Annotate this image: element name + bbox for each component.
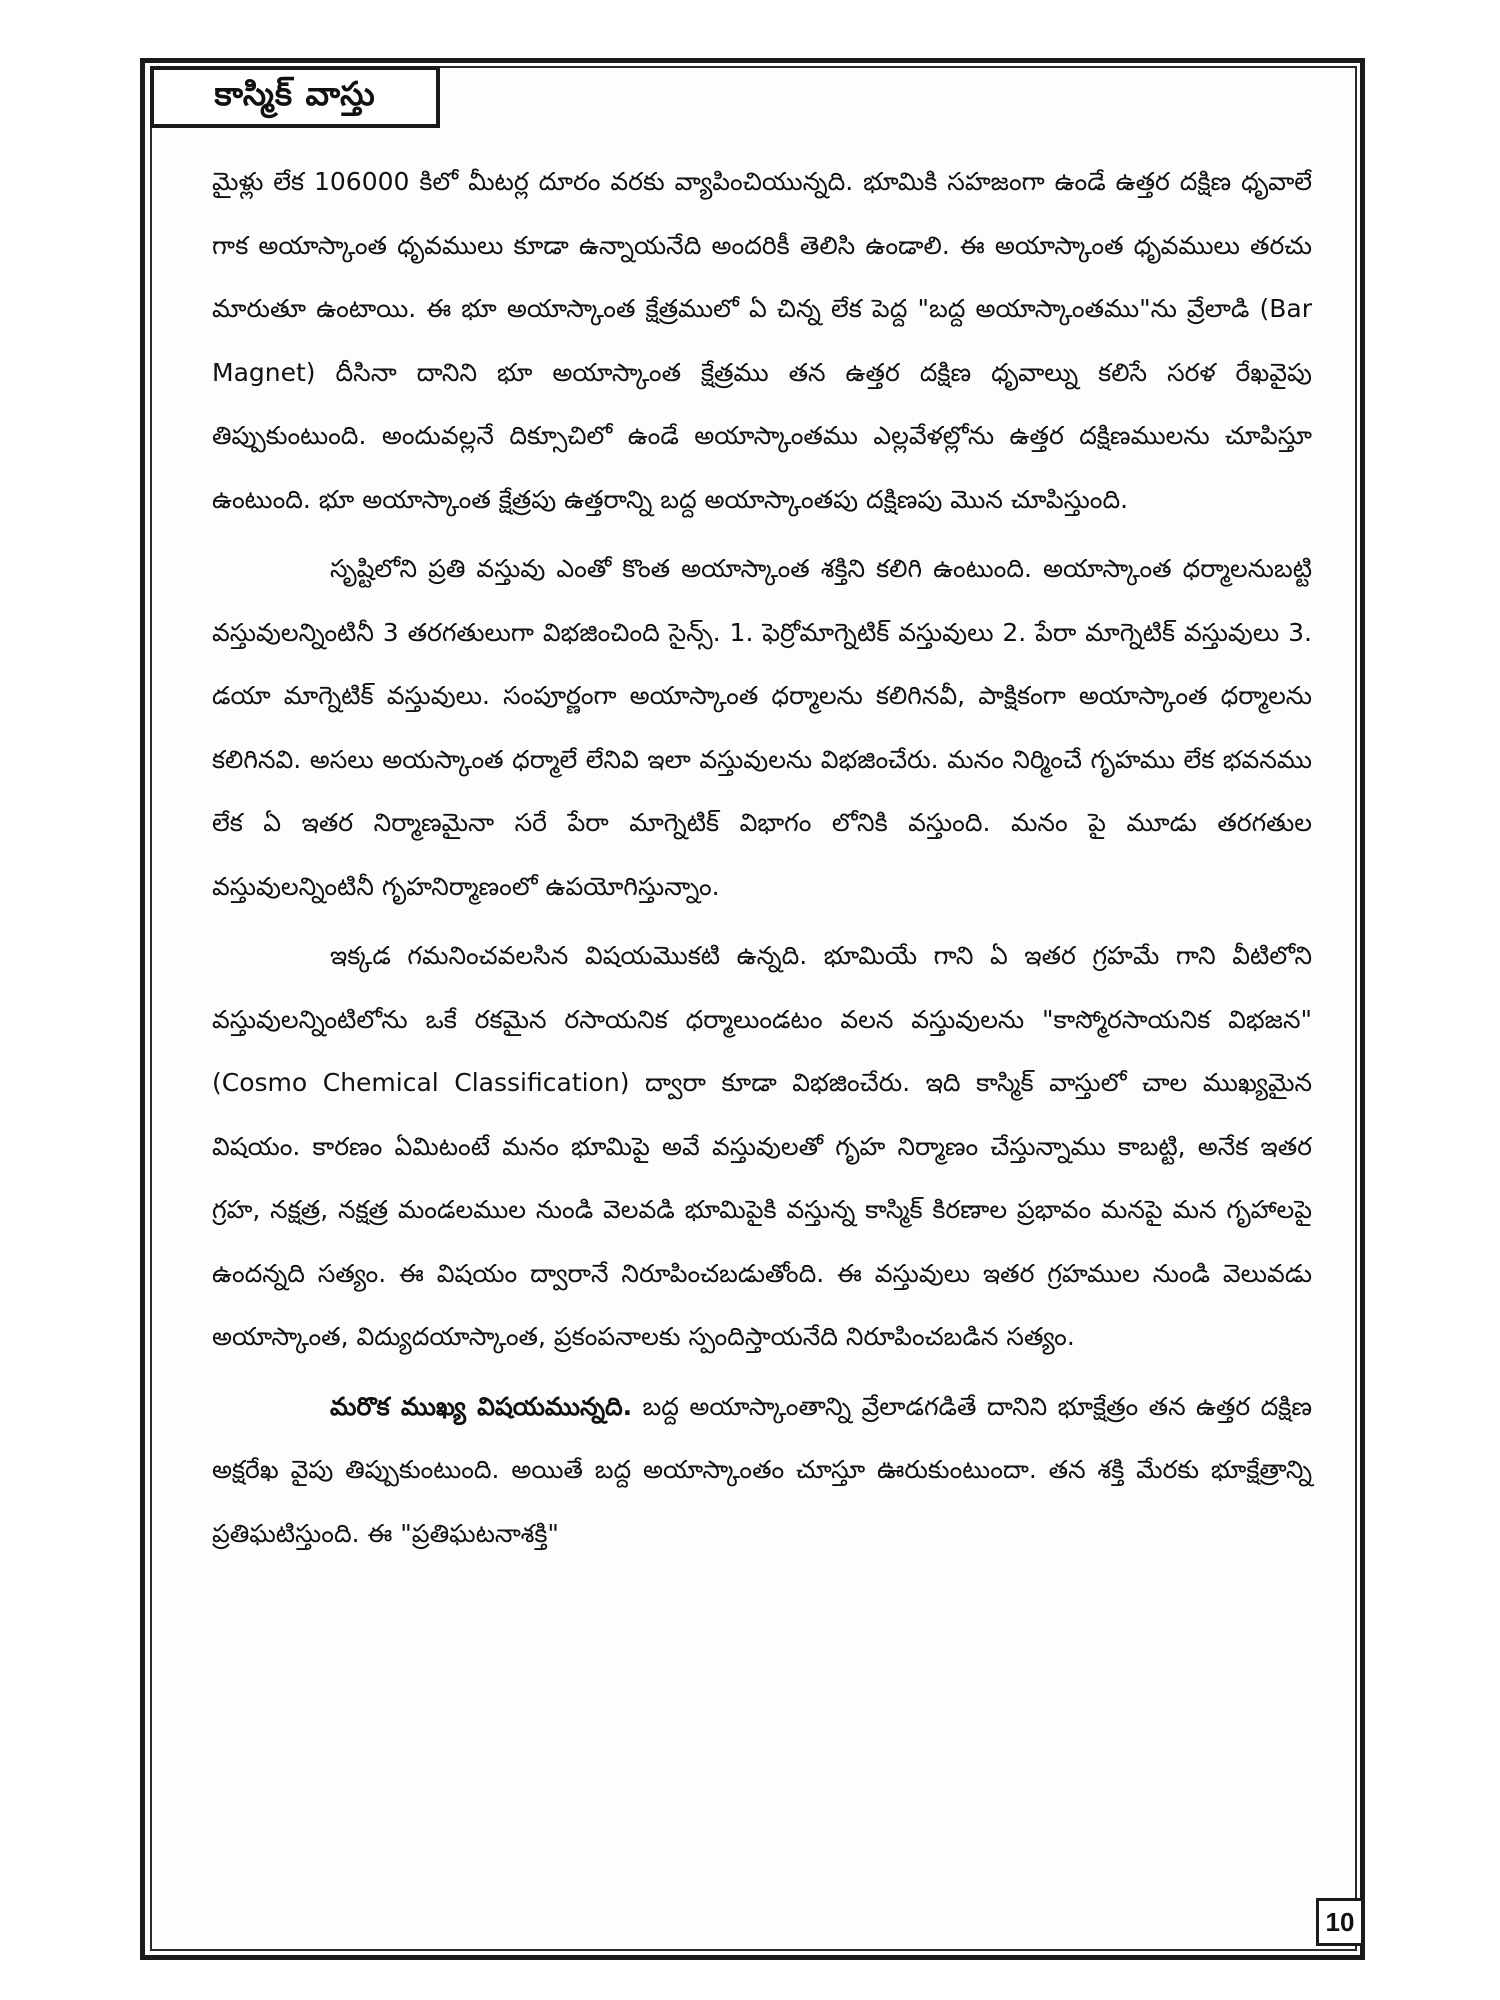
page-number	[1316, 1898, 1364, 1946]
paragraph-4	[212, 1375, 1312, 1566]
page-number-text: 10	[1325, 1906, 1355, 1937]
page-header-title	[150, 66, 440, 128]
paragraph-4-rest: బద్ద అయాస్కాంతాన్ని వ్రేలాడగడితే దానిని భూక్షేత్రం తన ఉత్తర దక్షిణ అక్షరేఖ వైపు తిప్పుకుంటుంది. అయితే బద్ద అయాస్కాంతం చూస్తూ ఊరుకుంటుందా. తన శక్తి మేరకు భూక్షేత్రాన్ని ప్రతిఘటిస్తుంది. ఈ "ప్రతిఘటనాశక్తి"	[212, 1391, 1312, 1548]
paragraph-1: మైళ్లు లేక 106000 కిలో మీటర్ల దూరం వరకు వ్యాపించియున్నది. భూమికి సహజంగా ఉండే ఉత్తర దక్షిణ ధృవాలే గాక అయాస్కాంత ధృవములు కూడా ఉన్నాయనేది అందరికీ తెలిసి ఉండాలి. ఈ అయాస్కాంత ధృవములు తరచు మారుతూ ఉంటాయి. ఈ భూ అయాస్కాంత క్షేత్రములో ఏ చిన్న లేక పెద్ద "బద్ద అయాస్కాంతము"ను వ్రేలాడి (Bar Magnet) దీసినా దానిని భూ అయాస్కాంత క్షేత్రము తన ఉత్తర దక్షిణ ధృవాల్ను కలిసే సరళ రేఖవైపు తిప్పుకుంటుంది. అందువల్లనే దిక్సూచిలో ఉండే అయాస్కాంతము ఎల్లవేళల్లోను ఉత్తర దక్షిణములను చూపిస్తూ ఉంటుంది. భూ అయాస్కాంత క్షేత్రపు ఉత్తరాన్ని బద్ద అయాస్కాంతపు దక్షిణపు మొన చూపిస్తుంది.	[212, 167, 1312, 514]
header-title-text: కాస్మిక్ వాస్తు	[214, 73, 376, 113]
body-text	[212, 150, 1312, 1571]
paragraph-4-lead: మరొక ముఖ్య విషయమున్నది.	[330, 1391, 633, 1421]
paragraph-3: ఇక్కడ గమనించవలసిన విషయమొకటి ఉన్నది. భూమియే గాని ఏ ఇతర గ్రహమే గాని వీటిలోని వస్తువులన్నింటిలోను ఒకే రకమైన రసాయనిక ధర్మాలుండటం వలన వస్తువులను "కాస్మోరసాయనిక విభజన" (Cosmo Chemical Classification) ద్వారా కూడా విభజించేరు. ఇది కాస్మిక్ వాస్తులో చాల ముఖ్యమైన విషయం. కారణం ఏమిటంటే మనం భూమిపై అవే వస్తువులతో గృహ నిర్మాణం చేస్తున్నాము కాబట్టి, అనేక ఇతర గ్రహ, నక్షత్ర, నక్షత్ర మండలముల నుండి వెలవడి భూమిపైకి వస్తున్న కాస్మిక్ కిరణాల ప్రభావం మనపై మన గృహాలపై ఉందన్నది సత్యం. ఈ విషయం ద్వారానే నిరూపించబడుతోంది. ఈ వస్తువులు ఇతర గ్రహముల నుండి వెలువడు అయాస్కాంత, విద్యుదయాస్కాంత, ప్రకంపనాలకు స్పందిస్తాయనేది నిరూపించబడిన సత్యం.	[212, 941, 1312, 1351]
paragraph-2: సృష్టిలోని ప్రతి వస్తువు ఎంతో కొంత అయాస్కాంత శక్తిని కలిగి ఉంటుంది. అయాస్కాంత ధర్మాలనుబట్టి వస్తువులన్నింటినీ 3 తరగతులుగా విభజించింది సైన్స్. 1. ఫెర్రోమాగ్నెటిక్ వస్తువులు 2. పేరా మాగ్నెటిక్ వస్తువులు 3. డయా మాగ్నెటిక్ వస్తువులు. సంపూర్ణంగా అయాస్కాంత ధర్మాలను కలిగినవీ, పాక్షికంగా అయాస్కాంత ధర్మాలను కలిగినవి. అసలు అయస్కాంత ధర్మాలే లేనివి ఇలా వస్తువులను విభజించేరు. మనం నిర్మించే గృహము లేక భవనము లేక ఏ ఇతర నిర్మాణమైనా సరే పేరా మాగ్నెటిక్ విభాగం లోనికి వస్తుంది. మనం పై మూడు తరగతుల వస్తువులన్నింటినీ గృహనిర్మాణంలో ఉపయోగిస్తున్నాం.	[212, 554, 1312, 901]
